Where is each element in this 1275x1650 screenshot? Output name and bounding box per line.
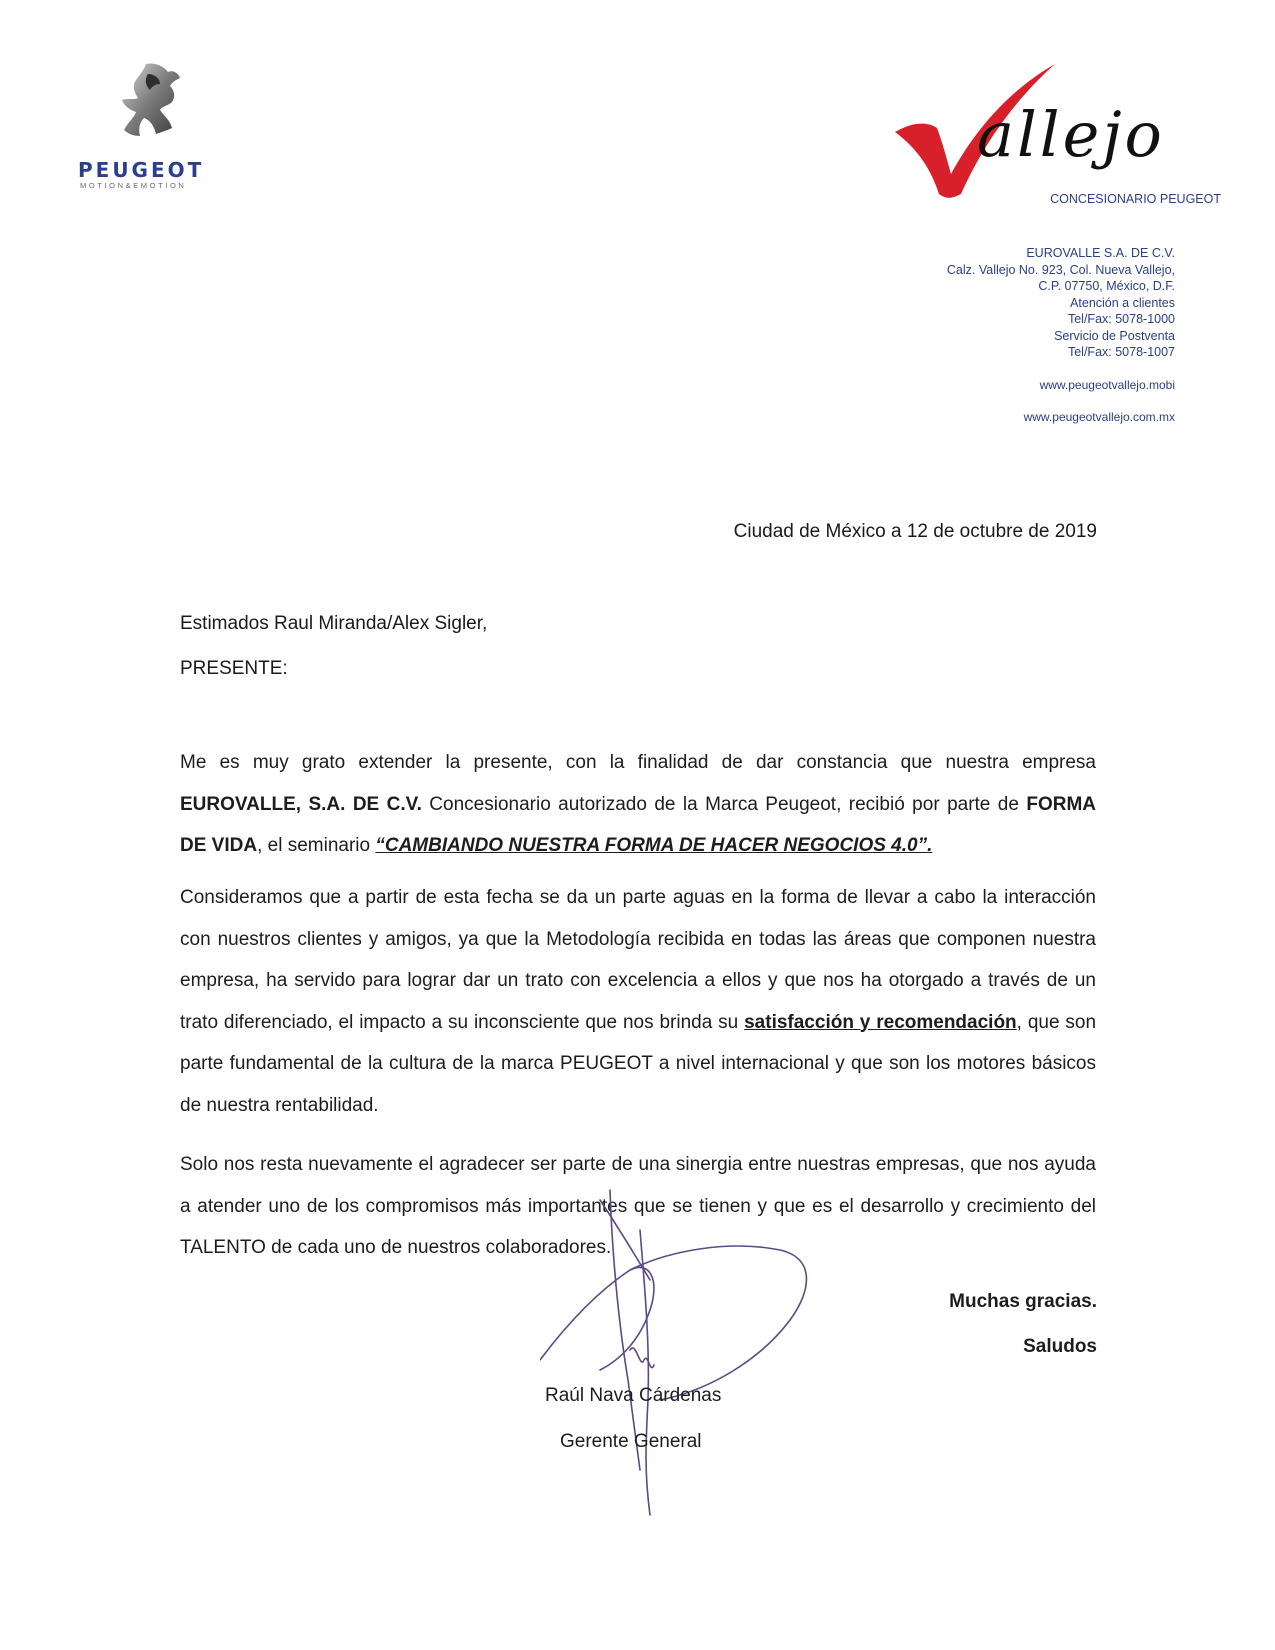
website-link-mobi[interactable]: www.peugeotvallejo.mobi [1039, 377, 1175, 392]
handwritten-signature [540, 1170, 860, 1530]
paragraph-1 [180, 742, 1096, 867]
signer-title: Gerente General [560, 1431, 702, 1452]
peugeot-wordmark: PEUGEOT [78, 158, 205, 182]
seminar-title: “CAMBIANDO NUESTRA FORMA DE HACER NEGOCIOS 4.0”. [375, 835, 933, 856]
presente-line: PRESENTE: [180, 658, 288, 679]
aftersales-label: Servicio de Postventa [1054, 328, 1175, 343]
p2-bold-underlined: satisfacción y recomendación [744, 1011, 1017, 1033]
customer-service-phone: Tel/Fax: 5078-1000 [1067, 312, 1175, 326]
signer-name: Raúl Nava Cárdenas [545, 1385, 722, 1406]
letter-date: Ciudad de México a 12 de octubre de 2019 [733, 521, 1097, 542]
vallejo-wordmark: allejo [977, 98, 1165, 171]
peugeot-lion-icon [110, 60, 190, 140]
p1-text-2: Concesionario autorizado de la Marca Peugeot, recibió por parte de [421, 793, 1027, 815]
provider-name-bold: FORMA DE VIDA [180, 793, 1097, 856]
closing-thanks: Muchas gracias. [949, 1291, 1097, 1312]
address-city: C.P. 07750, México, D.F. [1038, 279, 1175, 293]
closing-regards: Saludos [1023, 1336, 1097, 1357]
peugeot-logo [70, 60, 230, 200]
paragraph-2 [180, 877, 1096, 1126]
address-street: Calz. Vallejo No. 923, Col. Nueva Vallejo, [946, 262, 1175, 277]
aftersales-phone: Tel/Fax: 5078-1007 [1067, 345, 1175, 359]
company-address [947, 245, 1175, 426]
p2-text-2: , que son parte fundamental de la cultura de la marca PEUGEOT a nivel internacional y que son los motores básicos de nuestra rentabilidad. [180, 1011, 1097, 1116]
peugeot-tagline: MOTION&EMOTION [80, 181, 187, 190]
vallejo-subtitle: CONCESIONARIO PEUGEOT [1050, 192, 1221, 206]
salutation: Estimados Raul Miranda/Alex Sigler, [180, 613, 488, 634]
company-name-bold: EUROVALLE, S.A. DE C.V. [180, 793, 422, 815]
p1-text-3: , el seminario [257, 835, 376, 856]
customer-service-label: Atención a clientes [1070, 295, 1175, 310]
p2-text-1: Consideramos que a partir de esta fecha se da un parte aguas en la forma de llevar a cabo la interacción con nuestros clientes y amigos, ya que la Metodología recibida en todas las áreas que componen nuestra empresa, ha servido para lograr dar un trato con excelencia a ellos y que nos ha otorgado a través de un trato diferenciado, el impacto a su inconsciente que nos brinda su [180, 887, 1096, 1033]
paragraph-3: Solo nos resta nuevamente el agradecer ser parte de una sinergia entre nuestras empresas, que nos ayuda a atender uno de los compromisos más importantes que se tienen y que es el desarrollo y crecimiento del TALENTO de cada uno de nuestros colaboradores. [180, 1154, 1096, 1258]
vallejo-logo [895, 62, 1225, 212]
p1-text-1: Me es muy grato extender la presente, con la finalidad de dar constancia que nuestra empresa [180, 752, 1096, 773]
company-name: EUROVALLE S.A. DE C.V. [1026, 246, 1175, 260]
website-link-com[interactable]: www.peugeotvallejo.com.mx [1023, 410, 1175, 424]
